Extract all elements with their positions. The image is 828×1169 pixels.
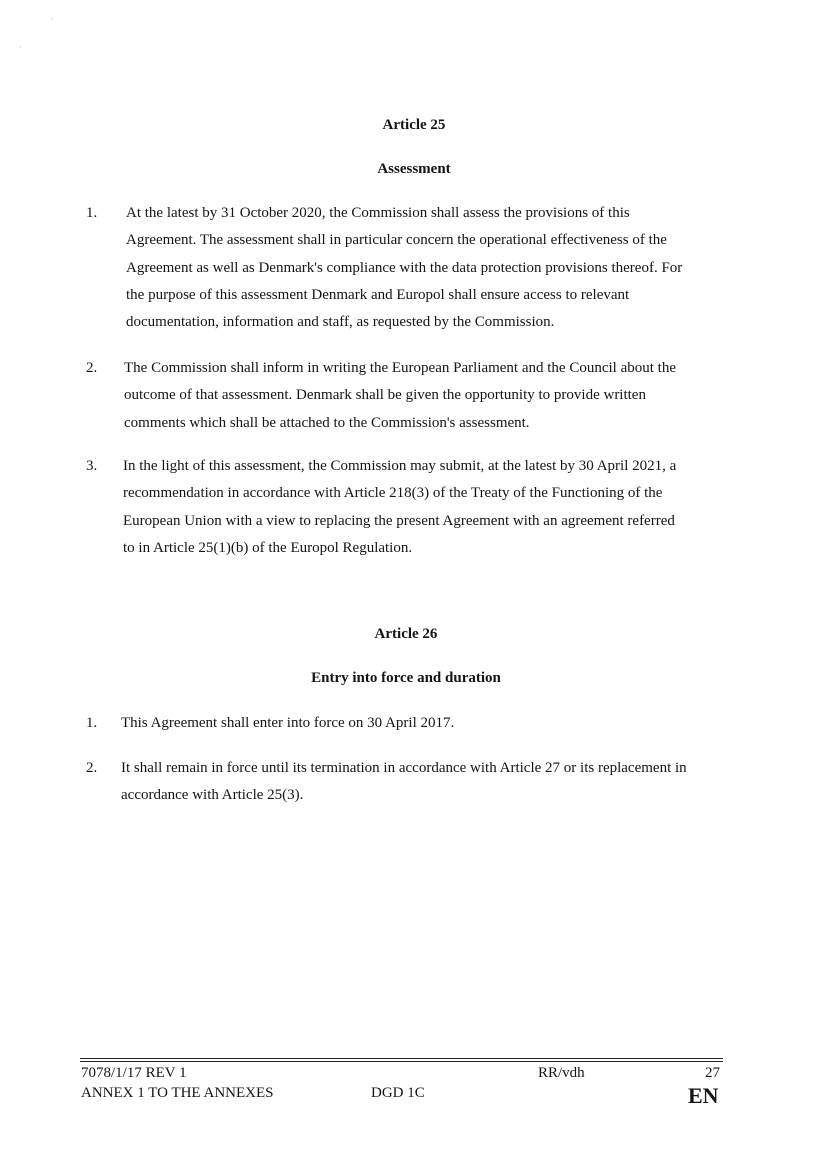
paragraph-number: 2.: [86, 760, 98, 776]
paragraph-line: At the latest by 31 October 2020, the Commission shall assess the provisions of this: [126, 205, 630, 221]
scan-speck: [20, 46, 21, 47]
paragraph-line: comments which shall be attached to the Commission's assessment.: [124, 414, 530, 431]
paragraph-number: 3.: [86, 458, 98, 474]
paragraph-line: the purpose of this assessment Denmark and Europol shall ensure access to relevant: [126, 286, 630, 303]
article-25-heading: Assessment: [377, 161, 451, 177]
footer-initials: RR/vdh: [538, 1065, 585, 1081]
paragraph-line: European Union with a view to replacing the present Agreement with an agreement referred: [123, 512, 675, 529]
article-26-paragraph-1: [86, 710, 726, 740]
scan-speck: [52, 18, 53, 19]
paragraph-line: This Agreement shall enter into force on 30 April 2017.: [121, 715, 455, 731]
article-25-paragraph-2: [86, 355, 726, 440]
footer-annex: ANNEX 1 TO THE ANNEXES: [81, 1085, 274, 1101]
footer-rule: [80, 1061, 723, 1062]
article-26-title: Article 26: [374, 626, 438, 642]
paragraph-line: documentation, information and staff, as requested by the Commission.: [126, 314, 555, 331]
paragraph-line: Agreement as well as Denmark's compliance with the data protection provisions thereof. For: [126, 259, 683, 276]
article-25-title: Article 25: [382, 117, 446, 133]
footer-doc-ref: 7078/1/17 REV 1: [81, 1065, 187, 1081]
article-26-heading: Entry into force and duration: [311, 670, 501, 686]
article-26-paragraph-2: [86, 755, 731, 813]
paragraph-line: Agreement. The assessment shall in particular concern the operational effectiveness of the: [126, 232, 667, 249]
paragraph-number: 1.: [86, 205, 98, 221]
paragraph-number: 2.: [86, 360, 98, 376]
footer-language: EN: [688, 1083, 719, 1108]
article-25-paragraph-1: [86, 200, 726, 340]
paragraph-line: outcome of that assessment. Denmark shall be given the opportunity to provide written: [124, 387, 646, 404]
paragraph-line: It shall remain in force until its termination in accordance with Article 27 or its replacement in: [121, 760, 687, 776]
article-25-paragraph-3: [86, 453, 726, 565]
paragraph-line: The Commission shall inform in writing the European Parliament and the Council about the: [124, 360, 676, 376]
paragraph-line: to in Article 25(1)(b) of the Europol Regulation.: [123, 539, 413, 556]
footer-page-number: 27: [705, 1065, 720, 1081]
paragraph-line: accordance with Article 25(3).: [121, 787, 304, 804]
paragraph-line: In the light of this assessment, the Commission may submit, at the latest by 30 April 2021, a: [123, 458, 677, 474]
footer-directorate: DGD 1C: [371, 1085, 425, 1101]
paragraph-number: 1.: [86, 715, 98, 731]
footer-rule: [80, 1058, 723, 1059]
paragraph-line: recommendation in accordance with Article 218(3) of the Treaty of the Functioning of the: [123, 485, 663, 502]
